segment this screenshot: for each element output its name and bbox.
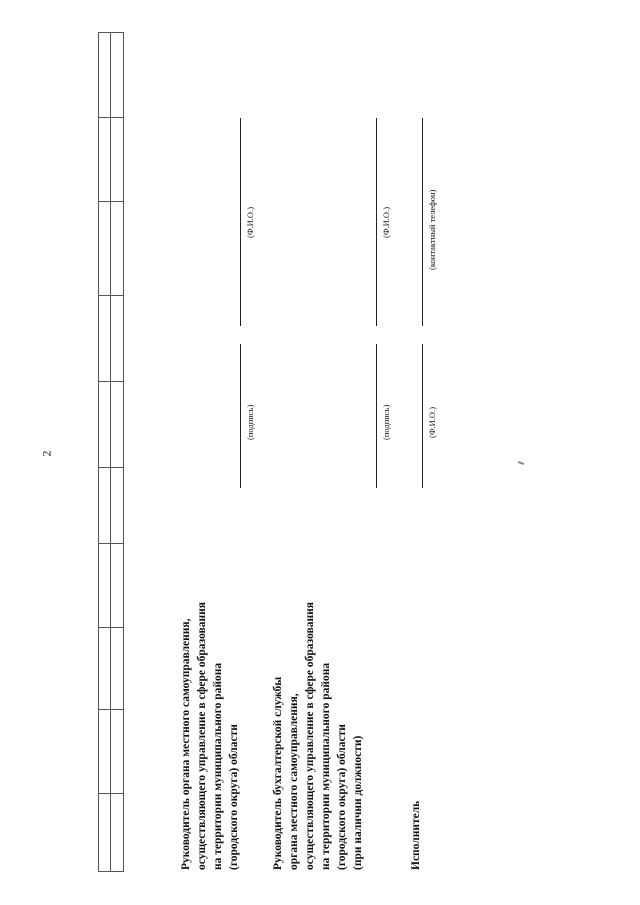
table-fragment [98, 32, 124, 872]
executor-name-label: (Ф.И.О.) [427, 406, 437, 438]
scan-speck [518, 461, 524, 465]
page-number: 2 [39, 450, 54, 457]
signature-section [150, 110, 450, 870]
executor-title: Исполнитель [410, 800, 422, 870]
manager-title: Руководитель органа местного самоуправления, осуществляющего управление в сфере образования на территории муниципального района (городского округа) области [180, 602, 240, 870]
accountant-name-label: (Ф.И.О.) [381, 206, 391, 238]
accountant-signature-line [376, 344, 377, 488]
manager-signature-label: (подпись) [245, 404, 255, 440]
executor-name-line [422, 344, 423, 488]
manager-name-line [240, 118, 241, 326]
accountant-name-line [376, 118, 377, 326]
executor-phone-label: (контактный телефон) [427, 189, 437, 270]
manager-signature-line [240, 344, 241, 488]
accountant-title: Руководитель бухгалтерской службы органа местного самоуправления, осуществляющего управление в сфере образования на территории муниципального района (городского округа) области (при наличии должности) [272, 602, 364, 870]
accountant-signature-label: (подпись) [381, 404, 391, 440]
executor-phone-line [422, 118, 423, 326]
manager-name-label: (Ф.И.О.) [245, 206, 255, 238]
